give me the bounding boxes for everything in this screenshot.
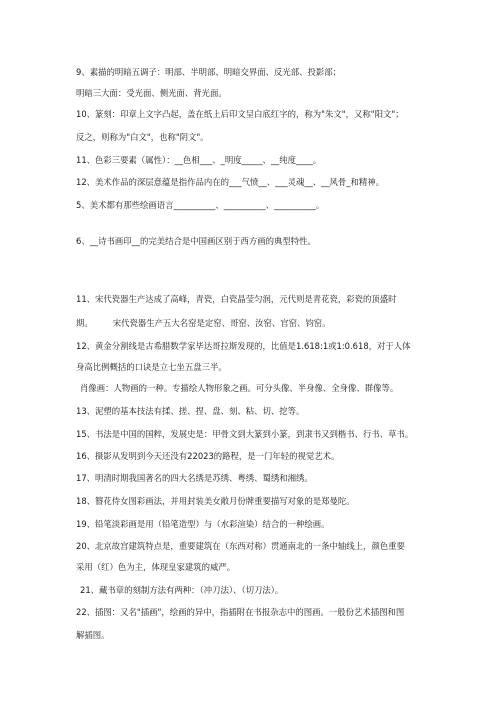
text-line: 6、__诗书画印__的完美结合是中国画区别于西方画的典型特性。 <box>76 236 316 246</box>
text-line: 5、美术都有那些绘画语言__________、__________、__________。 <box>76 200 325 210</box>
text-line: 18、簪花侍女图彩画法，并用封装美女敞月份牌重要描写对象的是郑曼陀。 <box>76 496 355 506</box>
text-line: 16、摄影从发明到今天还没有22023的路程，是一门年轻的视觉艺术。 <box>76 451 340 461</box>
text-fragment: 期。 <box>76 318 93 328</box>
text-line: 解插图。 <box>76 630 110 640</box>
text-line: 22、插图：又名"插画"，绘画的异中，指插附在书报杂志中的图画。一般份艺术插图和图 <box>76 607 405 617</box>
text-line: 11、宋代瓷器生产达成了高峰，青瓷，白瓷晶莹匀润，元代则是青花瓷，彩瓷的顶盛时 <box>76 294 397 304</box>
text-line: 19、铅笔淡彩画是用（铅笔造型）与（水彩渲染）结合的一种绘画。 <box>76 519 330 529</box>
text-line: 12、美术作品的深层意蕴是指作品内在的___气愤__、___灵魂__、__风骨_和精神。 <box>76 177 384 187</box>
text-line: 20、北京故宫建筑特点是，重要建筑在（东西对称）贯通南北的一条中轴线上，颜色重要 <box>76 541 405 551</box>
text-fragment: 宋代瓷器生产五大名窑是定窑、哥窑、汝窑、官窑、钧窑。 <box>112 318 331 328</box>
text-line: 采用（红）色为主，体现皇家建筑的威严。 <box>76 562 236 572</box>
text-line: 17、明清时期我国著名的四大名绣是苏绣、粤绣、蜀绣和湘绣。 <box>76 473 313 483</box>
text-line: 身高比例概括的口诀是立七坐五盘三半。 <box>76 362 227 372</box>
text-line: 9、素描的明暗五调子：明部、半明部、明暗交界面、反光部、投影部； <box>76 67 341 77</box>
text-line: 15、书法是中国的国粹，发展史是：甲骨文到大篆到小篆，到隶书又到楷书、行书、草书。 <box>76 429 414 439</box>
text-line: 明暗三大面：受光面、侧光面、背光面。 <box>76 88 227 98</box>
text-line: 12、黄金分割线是古希腊数学家毕达哥拉斯发现的，比值是1.618:1或1:0.618，对于人体 <box>76 341 411 351</box>
text-line: 反之，则称为"白文"，也称"阴文"。 <box>76 132 209 142</box>
text-line: 11、色彩三要素（属性）：__色相___、_明度_____、__纯度____。 <box>76 155 322 165</box>
text-line: 10、篆刻：印章上文字凸起，盖在纸上后印文呈白底红字的，称为"朱文"，又称"阳文"； <box>76 109 404 119</box>
text-line: 21、藏书章的刻制方法有两种：（冲刀法）、（切刀法）。 <box>80 585 284 595</box>
text-line <box>76 318 331 329</box>
text-line: 肖像画：人物画的一种。专描绘人物形象之画。可分头像、半身像、全身像、群像等。 <box>80 383 399 393</box>
text-line: 13、泥塑的基本技法有揉、搓、捏、盘、刻、粘、切、挖等。 <box>76 406 305 416</box>
